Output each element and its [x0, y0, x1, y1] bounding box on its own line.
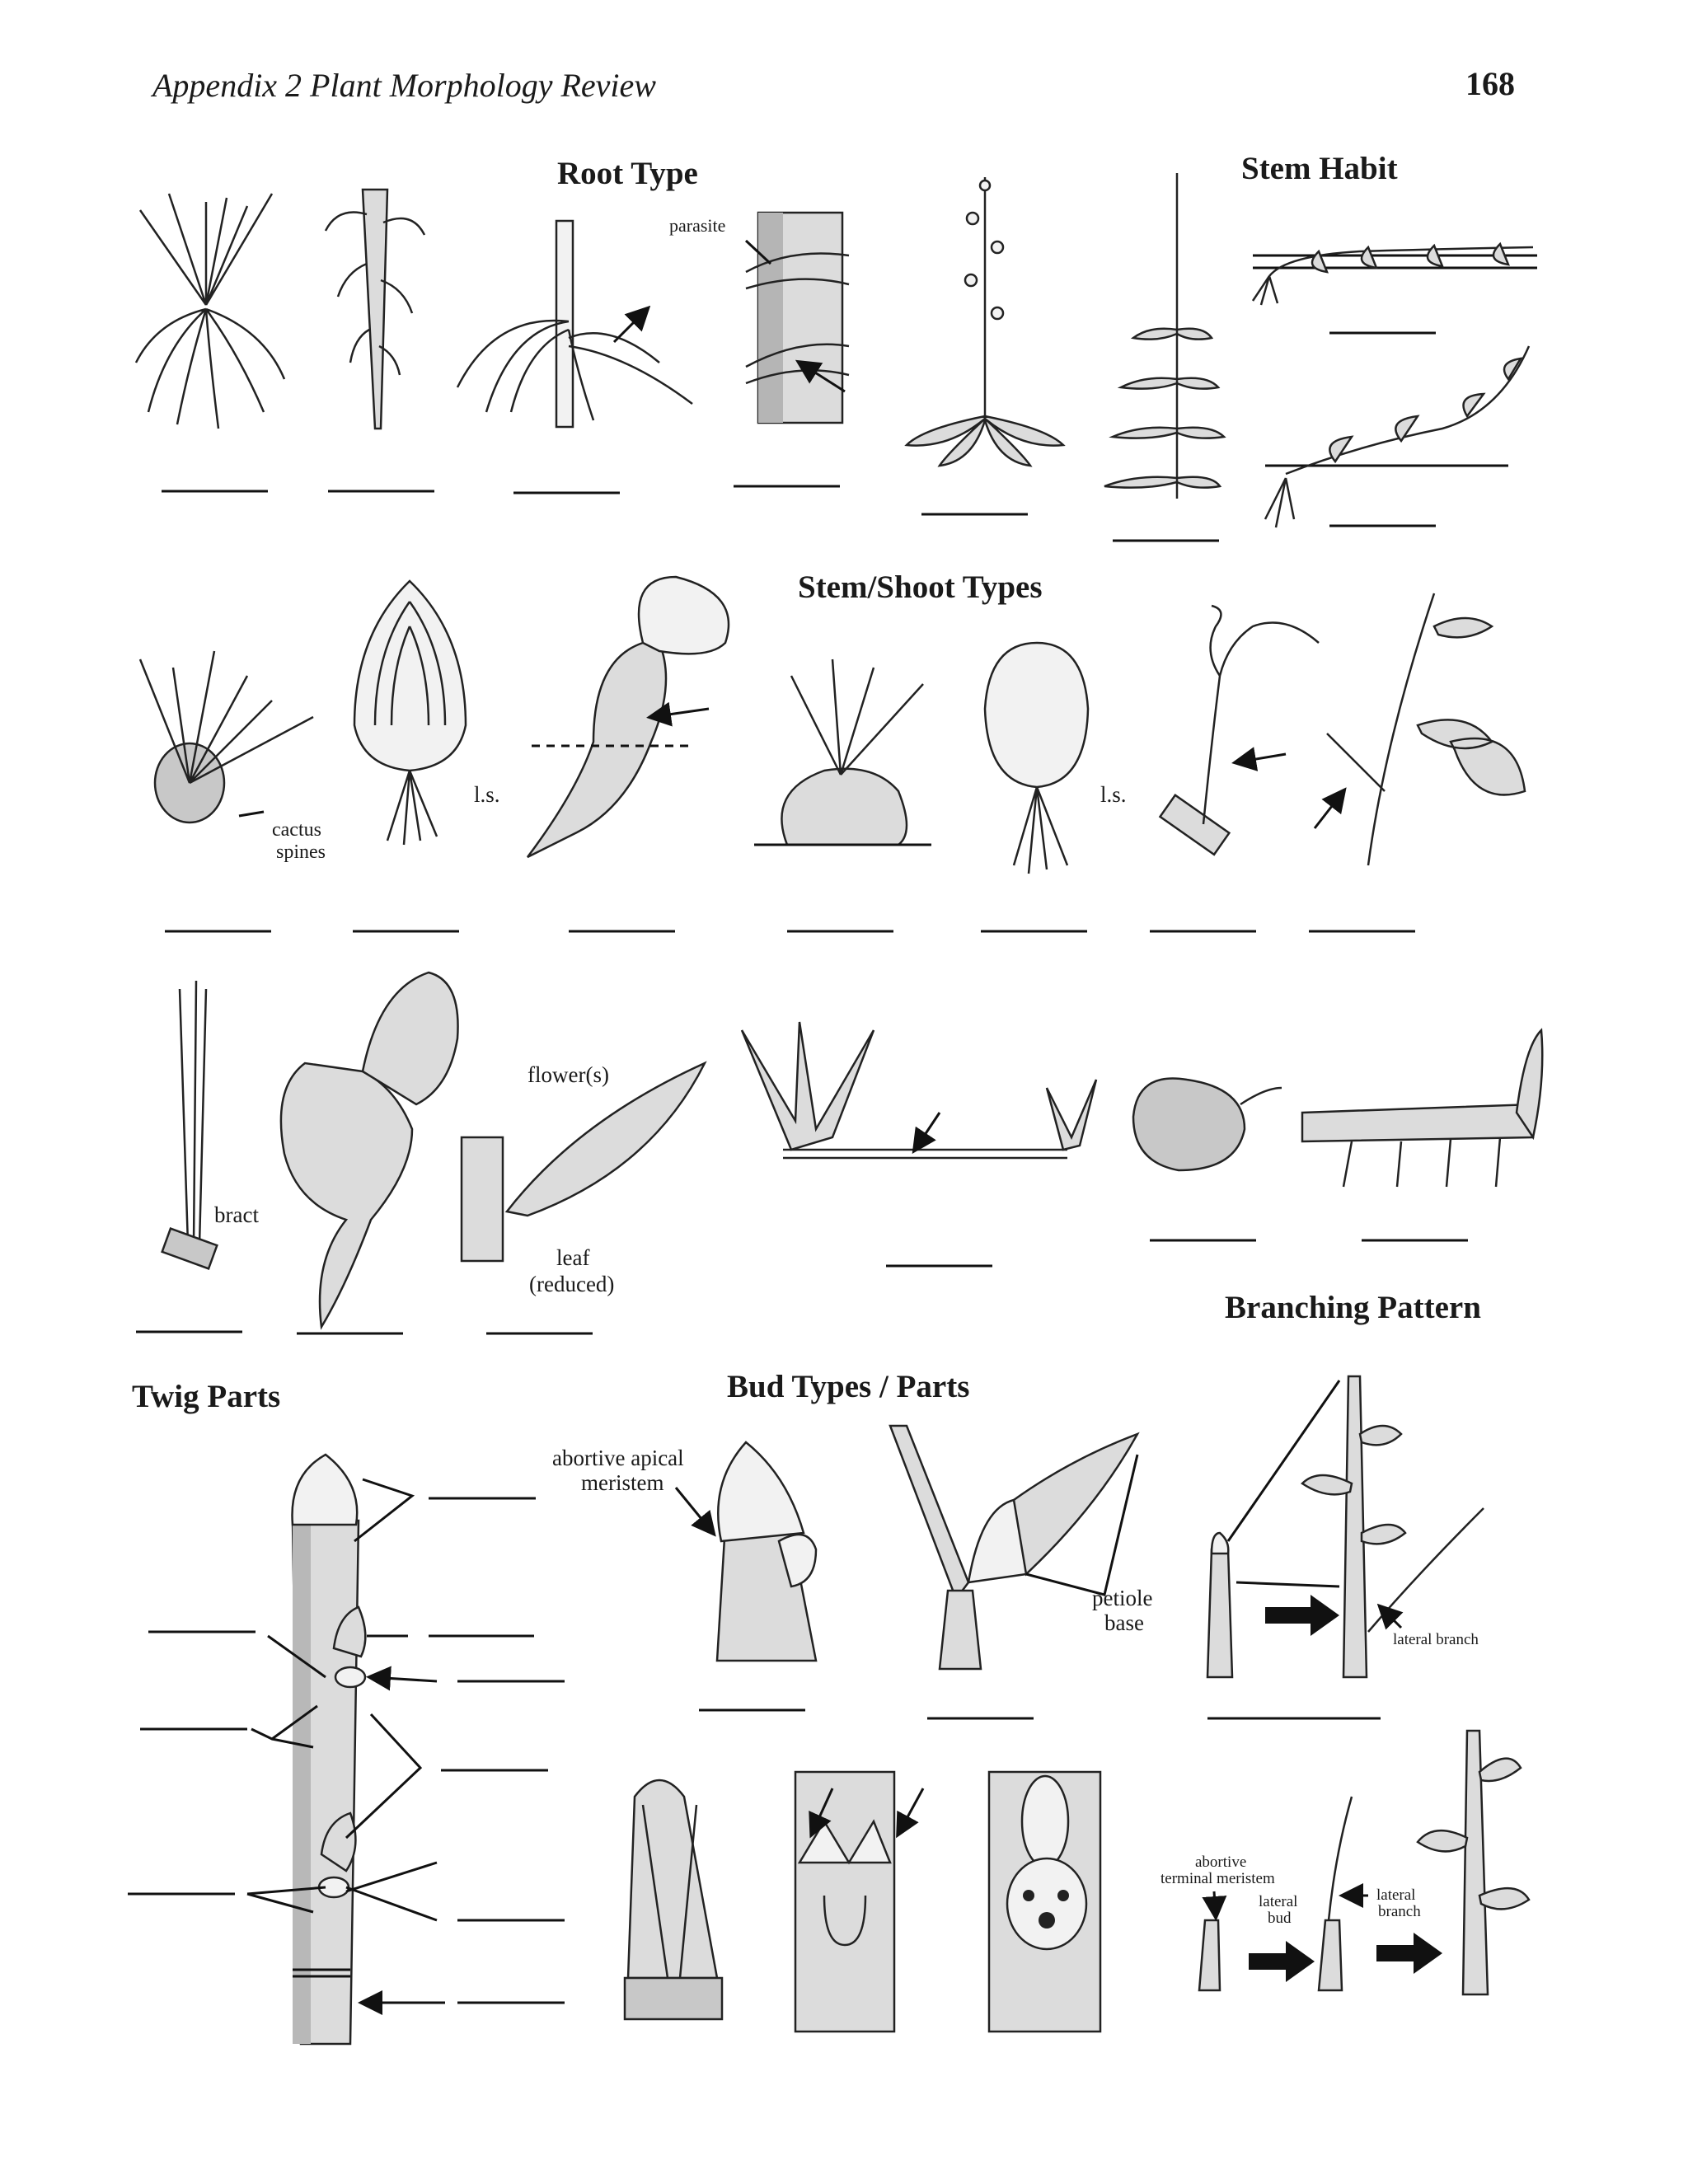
- heading-bud-types-parts: Bud Types / Parts: [727, 1369, 970, 1404]
- parasite-host-illustration: [746, 213, 849, 423]
- label-cactus-spines-line1: cactus: [272, 819, 321, 841]
- erect-stem-illustration: [1104, 173, 1224, 499]
- label-apical-meristem: meristem: [581, 1470, 664, 1495]
- answer-blanks-buds: [699, 1710, 1034, 1718]
- twig-illustration: [293, 1455, 366, 2044]
- taproot-illustration: [326, 190, 424, 429]
- label-flowers: flower(s): [528, 1062, 609, 1087]
- label-lateral-bud-line1: lateral: [1259, 1893, 1298, 1910]
- label-cactus-spines-line2: spines: [276, 841, 326, 863]
- corm-illustration: [754, 659, 931, 845]
- label-petiole-base: base: [1104, 1610, 1144, 1635]
- label-parasite: parasite: [669, 215, 726, 236]
- rosette-plant-illustration: [907, 177, 1063, 466]
- page-header-title: Appendix 2 Plant Morphology Review: [152, 67, 656, 104]
- tendril-illustration: [1160, 606, 1319, 855]
- label-lateral-branch-line2: branch: [1378, 1903, 1421, 1920]
- stolon-runner-illustration: [742, 1022, 1096, 1158]
- thorn-illustration: [1315, 593, 1525, 865]
- heading-twig-parts: Twig Parts: [132, 1379, 281, 1414]
- label-ls-tuber: l.s.: [1100, 782, 1127, 807]
- cladophyll-illustration: [462, 1063, 705, 1261]
- heading-root-type: Root Type: [557, 156, 698, 191]
- heading-branching-pattern: Branching Pattern: [1225, 1290, 1481, 1325]
- bulb-ls-illustration: [354, 581, 466, 845]
- heading-stem-habit: Stem Habit: [1241, 151, 1398, 186]
- label-ls-bulb: l.s.: [474, 782, 500, 807]
- rhizome-ginger-illustration: [528, 577, 729, 857]
- label-lateral-branch-line1: lateral: [1376, 1886, 1416, 1904]
- label-leaf-reduced: (reduced): [529, 1272, 615, 1296]
- label-leaf: leaf: [556, 1245, 590, 1270]
- naked-bud-illustration: [625, 1780, 722, 2019]
- tuber-ls-illustration: [985, 643, 1088, 874]
- page-number: 168: [1465, 65, 1515, 102]
- opuntia-cladode-illustration: [281, 972, 458, 1327]
- prop-root-illustration: [457, 221, 692, 427]
- label-bract: bract: [214, 1202, 259, 1227]
- label-lateral-bud-line2: bud: [1268, 1910, 1292, 1927]
- stolon-habit-illustration: [1253, 244, 1537, 305]
- label-abortive-apical: abortive apical: [552, 1446, 684, 1470]
- potato-tuber-illustration: [1133, 1078, 1282, 1170]
- scaly-bud-illustration: [795, 1772, 923, 2032]
- label-terminal-meristem: terminal meristem: [1160, 1870, 1275, 1887]
- rhizome-node-illustration: [1302, 1030, 1542, 1187]
- label-petiole: petiole: [1092, 1586, 1153, 1610]
- label-abortive: abortive: [1195, 1854, 1247, 1871]
- pine-fascicle-illustration: [162, 981, 218, 1268]
- label-lateral-branch-monopodial: lateral branch: [1393, 1631, 1479, 1648]
- leaf-scar-bud-illustration: [989, 1772, 1100, 2032]
- fibrous-root-illustration: [136, 194, 284, 429]
- decumbent-habit-illustration: [1265, 346, 1529, 527]
- lateral-bud-petiole-illustration: [890, 1426, 1137, 1669]
- heading-stem-shoot-types: Stem/Shoot Types: [798, 569, 1043, 605]
- sympodial-branching-illustration: [1199, 1731, 1529, 1994]
- cactus-spines-illustration: [140, 651, 313, 823]
- monopodial-branching-illustration: [1207, 1376, 1484, 1718]
- terminal-bud-illustration: [676, 1442, 816, 1661]
